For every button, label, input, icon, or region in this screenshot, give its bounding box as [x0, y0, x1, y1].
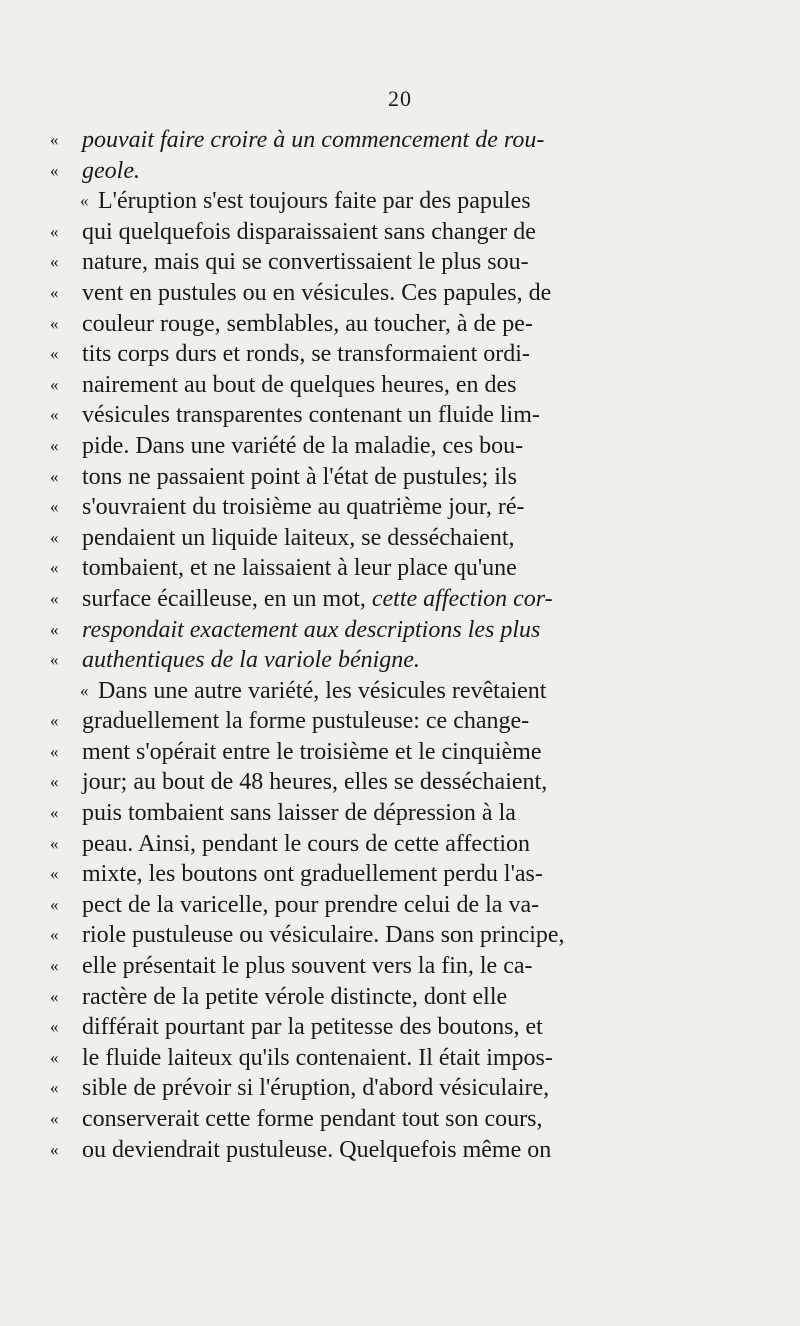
line-text: puis tombaient sans laisser de dépression à la	[82, 800, 516, 827]
quote-mark: «	[50, 772, 59, 792]
quote-mark: «	[50, 1078, 59, 1098]
line-text: couleur rouge, semblables, au toucher, à de pe-	[82, 310, 533, 337]
quote-mark: «	[50, 374, 59, 394]
quote-mark: «	[50, 986, 59, 1006]
line-text: respondait exactement aux descriptions les plus	[82, 616, 541, 643]
text-line	[50, 737, 750, 768]
text-line	[50, 676, 750, 707]
text-line	[50, 890, 750, 921]
line-text: le fluide laiteux qu'ils contenaient. Il était impos-	[82, 1044, 553, 1071]
text-line	[50, 920, 750, 951]
quote-mark: «	[50, 619, 59, 639]
quote-mark: «	[50, 558, 59, 578]
line-text: tons ne passaient point à l'état de pustules; ils	[82, 463, 517, 490]
quote-mark: «	[50, 160, 59, 180]
line-text: ment s'opérait entre le troisième et le cinquième	[82, 738, 542, 765]
line-text: qui quelquefois disparaissaient sans changer de	[82, 218, 536, 245]
text-line	[50, 492, 750, 523]
quote-mark: «	[50, 1139, 59, 1159]
quote-mark: «	[50, 497, 59, 517]
text-line	[50, 615, 750, 646]
quote-mark: «	[50, 1017, 59, 1037]
italic-text: cette affection cor-	[371, 585, 553, 612]
quote-mark: «	[50, 1109, 59, 1128]
text-line	[50, 462, 750, 493]
line-text: sible de prévoir si l'éruption, d'abord vésiculaire,	[82, 1075, 550, 1102]
text-line	[50, 584, 750, 615]
quote-mark: «	[50, 925, 59, 945]
text-line	[50, 706, 750, 737]
line-text: Dans une autre variété, les vésicules revêtaient	[98, 677, 547, 704]
text-line	[50, 859, 750, 890]
text-line	[50, 370, 750, 401]
quote-mark: «	[50, 527, 59, 547]
text-line	[50, 829, 750, 860]
line-text: ractère de la petite vérole distincte, dont elle	[82, 983, 508, 1010]
text-line	[50, 1104, 750, 1135]
line-text: ou deviendrait pustuleuse. Quelquefois même on	[82, 1136, 552, 1163]
quote-mark: «	[50, 435, 59, 455]
quote-mark: «	[50, 466, 59, 486]
text-line	[50, 798, 750, 829]
text-line	[50, 186, 750, 217]
page-number: 20	[388, 86, 412, 111]
text-line	[50, 125, 750, 156]
quote-mark: «	[50, 313, 59, 333]
text-line	[50, 400, 750, 431]
line-text: riole pustuleuse ou vésiculaire. Dans son principe,	[82, 922, 565, 949]
text-line	[50, 217, 750, 248]
text-line	[50, 645, 750, 676]
line-text: nature, mais qui se convertissaient le plus sou-	[82, 249, 529, 276]
line-text: vent en pustules ou en vésicules. Ces papules, de	[82, 279, 552, 306]
quote-mark: «	[50, 741, 59, 761]
quote-mark: «	[50, 588, 59, 608]
line-text: pendaient un liquide laiteux, se desséchaient,	[82, 524, 515, 551]
line-text: elle présentait le plus souvent vers la fin, le ca-	[82, 953, 533, 980]
quote-mark: «	[50, 344, 59, 364]
text-line	[50, 1012, 750, 1043]
text-line	[50, 339, 750, 370]
quote-mark: «	[50, 803, 59, 823]
body-text	[50, 125, 750, 1165]
text-line	[50, 309, 750, 340]
line-text: s'ouvraient du troisième au quatrième jour, ré-	[82, 494, 525, 521]
line-text: pect de la varicelle, pour prendre celui de la va-	[82, 891, 540, 918]
text-line	[50, 1043, 750, 1074]
text-line	[50, 553, 750, 584]
quote-mark: «	[50, 711, 59, 731]
quote-mark: «	[50, 956, 59, 976]
line-text: tits corps durs et ronds, se transformaient ordi-	[82, 341, 530, 368]
text-line	[50, 523, 750, 554]
quote-mark: «	[50, 1047, 59, 1067]
text-line	[50, 278, 750, 309]
line-text: tombaient, et ne laissaient à leur place qu'une	[82, 555, 517, 582]
line-text: nairement au bout de quelques heures, en des	[82, 371, 517, 398]
quote-mark: «	[50, 833, 59, 853]
text-line	[50, 1073, 750, 1104]
line-text: geole.	[82, 157, 140, 184]
line-text: vésicules transparentes contenant un fluide lim-	[82, 402, 540, 429]
line-text: jour; au bout de 48 heures, elles se desséchaient,	[82, 769, 548, 796]
quote-mark: «	[50, 221, 59, 241]
text-line	[50, 951, 750, 982]
line-text: graduellement la forme pustuleuse: ce change-	[82, 708, 530, 735]
line-text: mixte, les boutons ont graduellement perdu l'as-	[82, 861, 543, 888]
quote-mark: «	[50, 894, 59, 914]
text-line	[50, 982, 750, 1013]
line-text: L'éruption s'est toujours faite par des papules	[98, 188, 531, 215]
quote-mark: «	[50, 650, 59, 670]
text-line	[50, 767, 750, 798]
quote-mark: «	[50, 405, 59, 425]
quote-mark: «	[50, 282, 59, 302]
line-text: différait pourtant par la petitesse des boutons, et	[82, 1014, 543, 1041]
line-text: conserverait cette forme pendant tout son cours,	[82, 1106, 543, 1132]
text-line	[50, 156, 750, 187]
quote-mark: «	[50, 864, 59, 884]
line-text: peau. Ainsi, pendant le cours de cette affection	[82, 830, 531, 857]
text-line	[50, 431, 750, 462]
line-text: surface écailleuse, en un mot, cette affection cor-	[82, 585, 553, 612]
text-line	[50, 1135, 750, 1166]
quote-mark: «	[50, 252, 59, 272]
quote-mark: «	[50, 130, 59, 149]
quote-mark: «	[80, 680, 89, 700]
line-text: authentiques de la variole bénigne.	[82, 647, 420, 674]
quote-mark: «	[80, 191, 89, 211]
text-line	[50, 247, 750, 278]
line-text: pide. Dans une variété de la maladie, ces bou-	[82, 432, 524, 459]
line-text: pouvait faire croire à un commencement de rou-	[82, 127, 545, 153]
